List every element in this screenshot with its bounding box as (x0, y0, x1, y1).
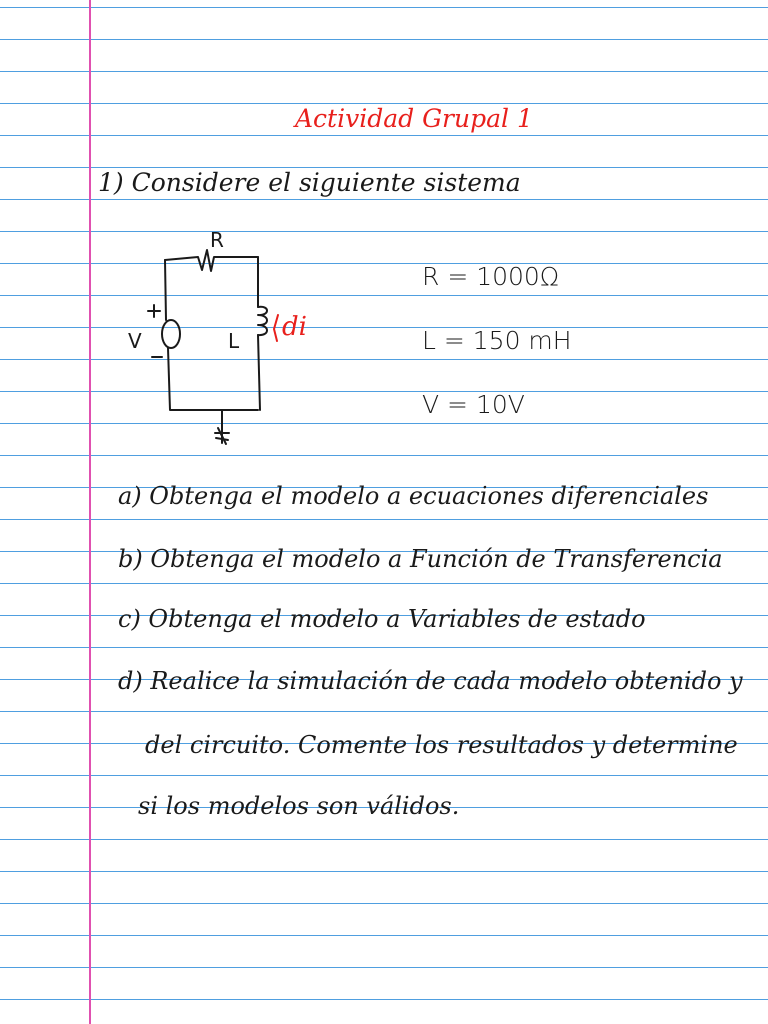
param-voltage: V = 10V (422, 390, 525, 419)
item-d-line-1: d) Realice la simulación de cada modelo obtenido y (118, 667, 743, 695)
inductor-label: L (228, 329, 240, 353)
item-b: b) Obtenga el modelo a Función de Transferencia (118, 545, 723, 573)
voltage-source (162, 320, 180, 348)
plus-text: + (154, 311, 155, 312)
inductor-coil (258, 307, 267, 335)
right-wire-lower (258, 335, 260, 410)
resistor-label: R (210, 228, 224, 252)
current-arrow (274, 315, 278, 341)
item-a: a) Obtenga el modelo a ecuaciones diferenciales (118, 482, 709, 510)
minus-text: − (157, 357, 158, 358)
item-d-line-3: si los modelos son válidos. (138, 792, 460, 820)
left-wire-lower (168, 348, 258, 410)
circuit-diagram (110, 215, 310, 455)
param-resistance: R = 1000Ω (422, 262, 559, 291)
item-d-line-2: del circuito. Comente los resultados y determine (145, 731, 738, 759)
margin-line (89, 0, 91, 1024)
param-inductance: L = 150 mH (422, 326, 572, 355)
page-title: Actividad Grupal 1 (295, 104, 533, 133)
item-c: c) Obtenga el modelo a Variables de estado (118, 605, 646, 633)
top-wire (165, 250, 258, 271)
source-label: V (128, 329, 142, 353)
current-label: di (282, 312, 307, 342)
problem-statement: 1) Considere el siguiente sistema (98, 168, 521, 197)
left-wire (165, 260, 166, 320)
